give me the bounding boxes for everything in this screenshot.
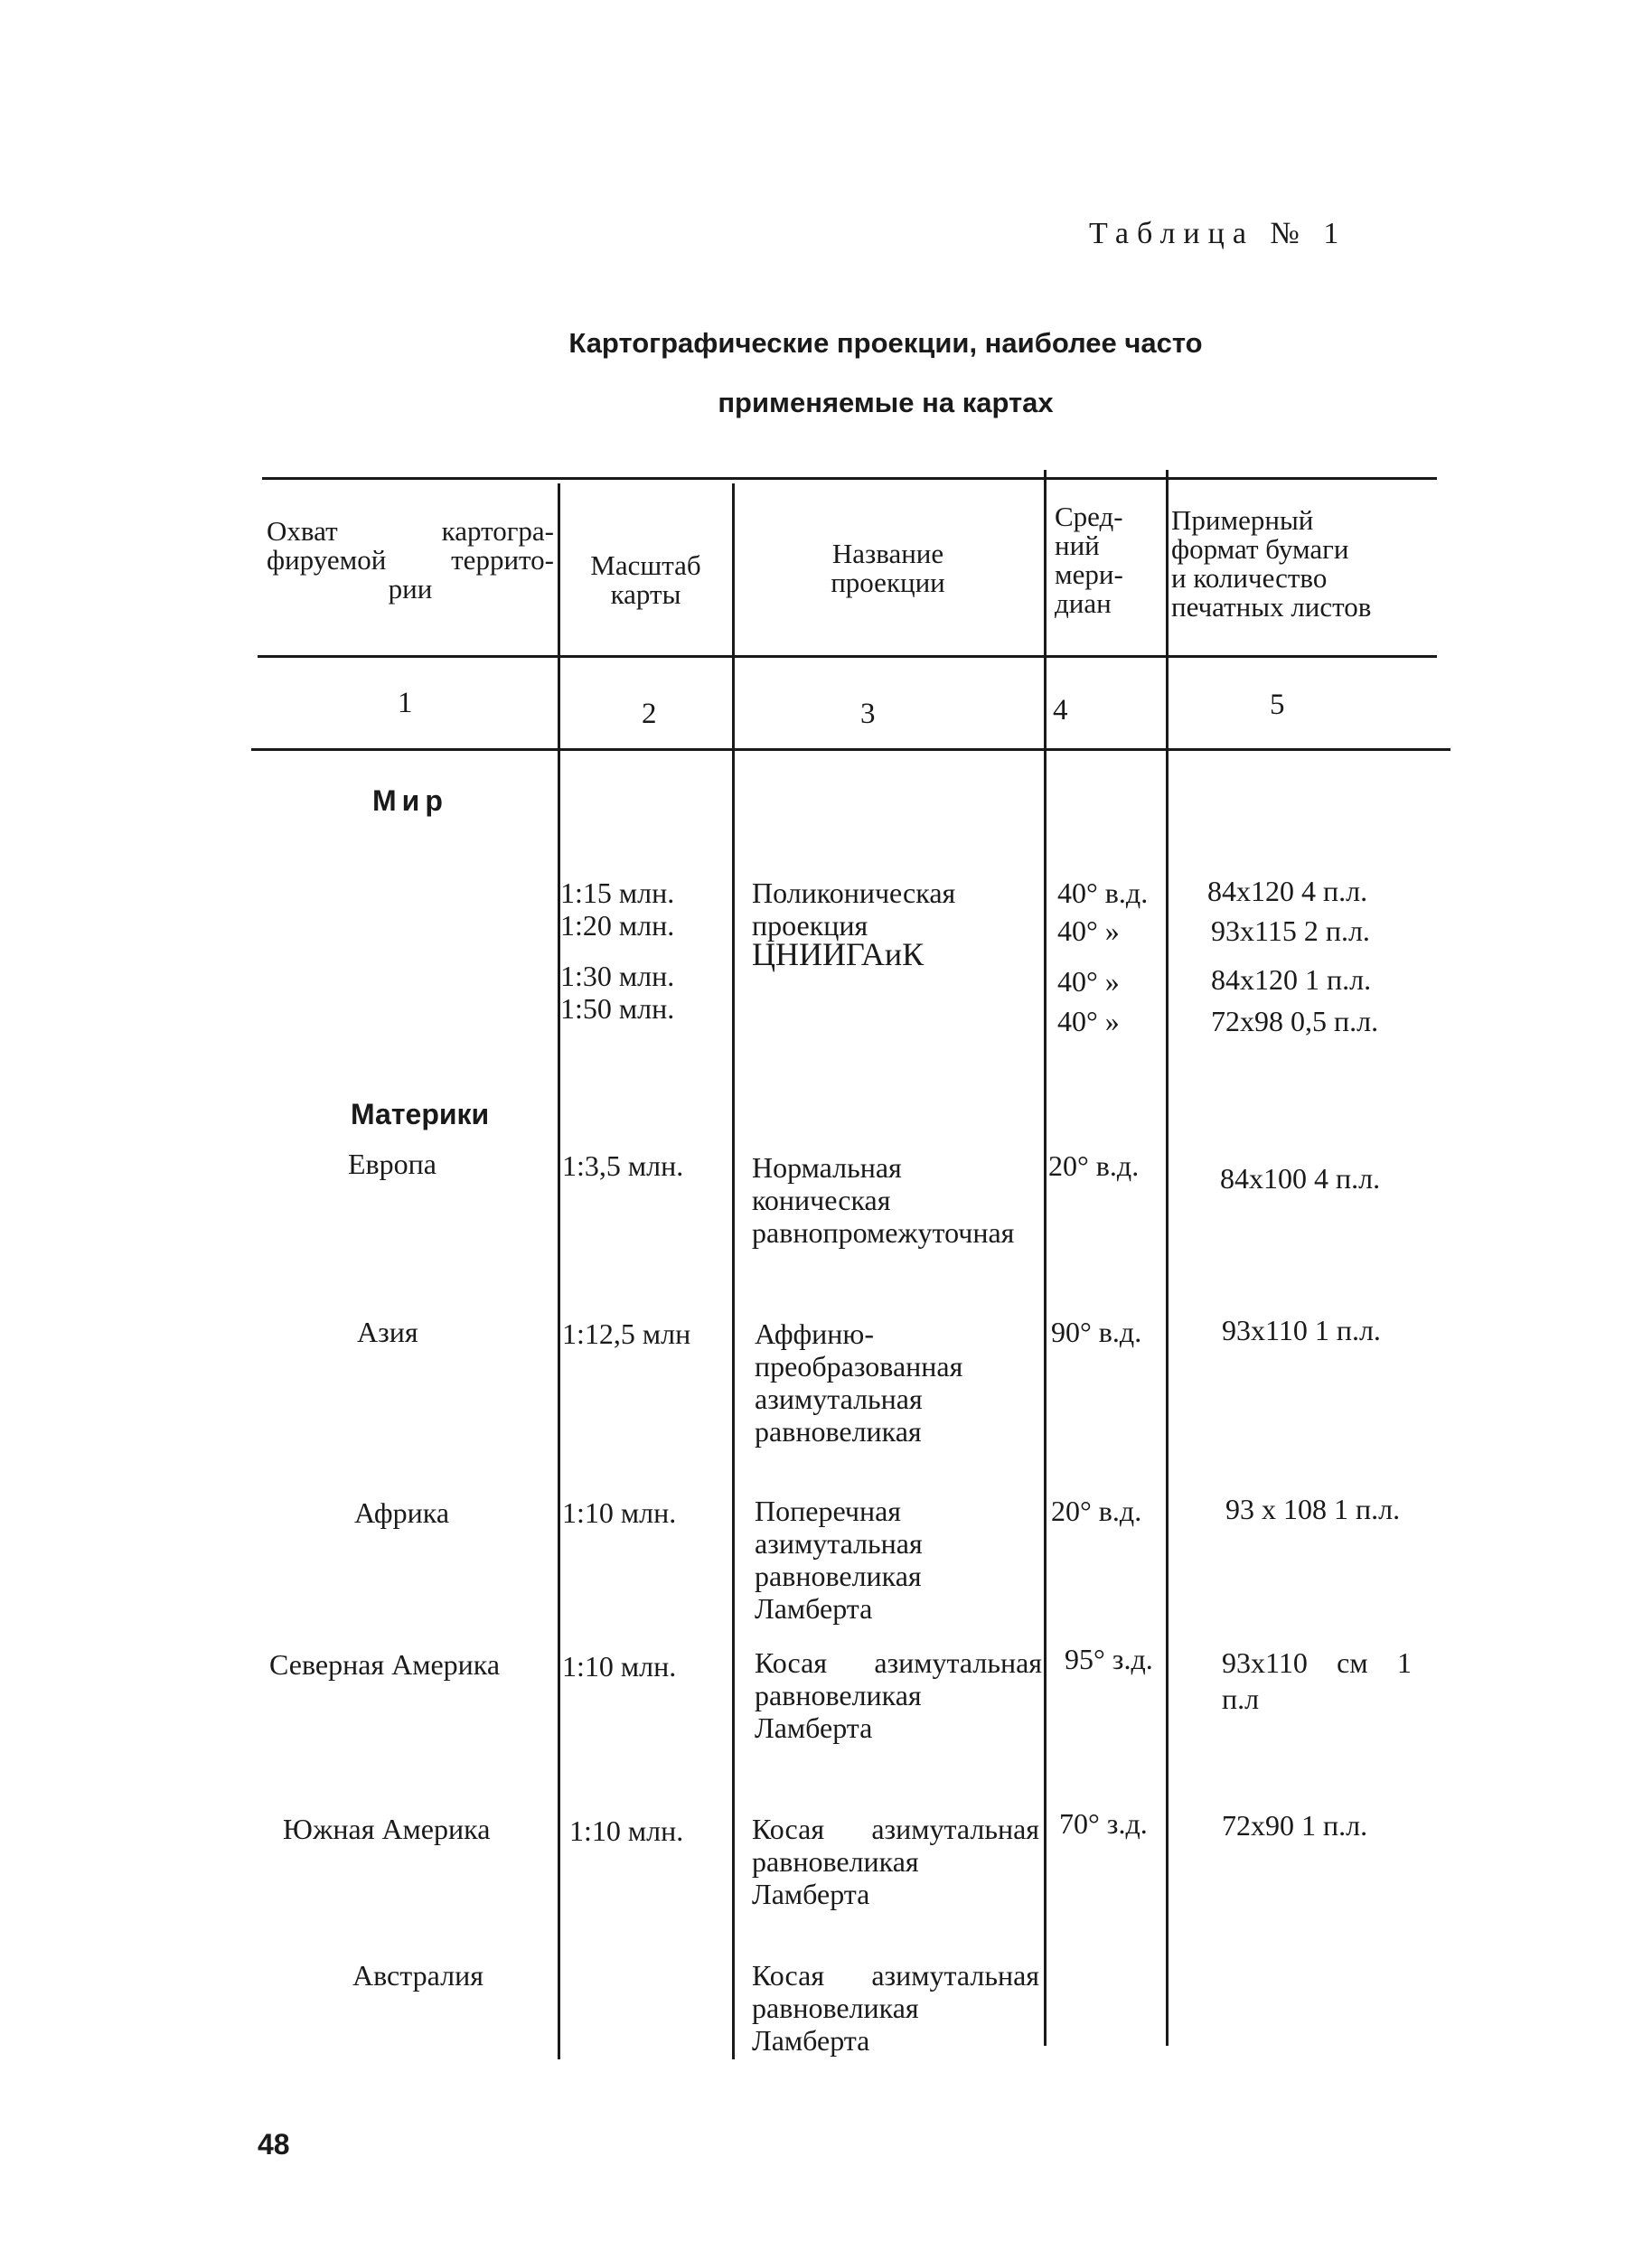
table-row-europe-scale: 1:3,5 млн. [562, 1149, 684, 1182]
world-projection-line-1: Поликоническая [752, 877, 956, 909]
header-meridian-line-2: ний [1055, 530, 1100, 561]
column-number-5: 5 [1270, 689, 1285, 721]
header-coverage [267, 517, 554, 604]
table-row-asia-scale: 1:12,5 млн [562, 1317, 691, 1350]
table-row-australia-projection: Косая азимутальная равновеликая Ламберта [752, 1959, 1039, 2057]
header-format-line-2: формат бумаги [1171, 533, 1349, 565]
header-coverage-line-2: фируемой террито- [267, 544, 554, 576]
header-bottom-rule [258, 655, 1437, 658]
table-row-south-america-projection: Косая азимутальная равновеликая Ламберта [752, 1813, 1039, 1910]
column-divider-4 [1166, 470, 1169, 2046]
world-format-4: 72x98 0,5 п.л. [1211, 1005, 1379, 1037]
header-projection-line-2: проекции [831, 567, 945, 598]
column-number-2: 2 [642, 698, 657, 730]
world-projection-line-3: ЦНИИГАиК [752, 936, 925, 972]
header-meridian [1055, 502, 1163, 618]
table-row-north-america-scale: 1:10 млн. [562, 1650, 677, 1683]
world-format-3: 84x120 1 п.л. [1211, 963, 1372, 996]
header-scale-line-2: карты [610, 578, 681, 610]
table-number: Таблица № 1 [1089, 217, 1347, 250]
table-row-africa-scale: 1:10 млн. [562, 1496, 677, 1529]
table-row-europe-region: Европа [348, 1148, 436, 1180]
column-number-4: 4 [1053, 694, 1068, 727]
table-row-africa-region: Африка [354, 1496, 450, 1529]
table-row-north-america-meridian: 95° з.д. [1065, 1643, 1153, 1675]
world-scale-2: 1:20 млн. [560, 909, 675, 942]
table-row-africa-format: 93 x 108 1 п.л. [1225, 1493, 1401, 1525]
header-scale-line-1: Масштаб [590, 549, 701, 581]
table-row-asia-meridian: 90° в.д. [1051, 1316, 1142, 1348]
header-meridian-line-3: мери- [1055, 558, 1123, 590]
header-projection-line-1: Название [831, 538, 944, 569]
column-divider-3 [1044, 470, 1047, 2046]
table-title-line-2: применяемые на картах [718, 387, 1054, 418]
table-row-asia-projection: Аффиню-преобразованная азимутальная равновеликая [755, 1317, 963, 1448]
header-coverage-line-1: Охват картогра- [267, 515, 554, 547]
world-scale-1: 1:15 млн. [560, 877, 675, 909]
world-format-1: 84x120 4 п.л. [1207, 875, 1368, 907]
header-scale [562, 551, 729, 609]
table-row-north-america-format: 93x110 см 1 п.л [1222, 1646, 1412, 1715]
table-row-europe-meridian: 20° в.д. [1048, 1149, 1140, 1182]
section-heading-continents: Материки [351, 1098, 490, 1130]
header-format [1171, 506, 1438, 622]
header-projection [737, 539, 1039, 597]
table-row-south-america-scale: 1:10 млн. [569, 1814, 684, 1847]
table-top-rule [262, 477, 1437, 480]
world-format-2: 93x115 2 п.л. [1211, 914, 1370, 947]
section-heading-world: Мир [372, 784, 448, 817]
column-number-1: 1 [398, 687, 413, 719]
header-coverage-line-3: рии [388, 573, 433, 605]
number-row-bottom-rule [251, 748, 1450, 751]
table-row-asia-format: 93x110 1 п.л. [1222, 1314, 1381, 1346]
table-row-south-america-meridian: 70° з.д. [1059, 1807, 1148, 1840]
world-scale-3: 1:30 млн. [560, 960, 675, 992]
table-row-north-america-region: Северная Америка [269, 1648, 501, 1681]
world-meridian-1: 40° в.д. [1057, 877, 1149, 909]
table-row-south-america-region: Южная Америка [283, 1813, 491, 1845]
table-row-europe-format: 84x100 4 п.л. [1220, 1162, 1381, 1195]
table-row-australia-region: Австралия [352, 1959, 483, 1992]
header-meridian-line-1: Сред- [1055, 501, 1123, 532]
header-format-line-3: и количество [1171, 562, 1328, 594]
world-projection-line-2: проекция [752, 909, 868, 942]
header-meridian-line-4: диан [1055, 587, 1112, 619]
table-row-africa-meridian: 20° в.д. [1051, 1495, 1142, 1527]
column-number-3: 3 [860, 698, 876, 730]
column-divider-1 [558, 483, 560, 2059]
world-meridian-3: 40° » [1057, 965, 1120, 998]
page-number: 48 [258, 2128, 290, 2161]
world-meridian-2: 40° » [1057, 914, 1120, 947]
header-format-line-1: Примерный [1171, 504, 1314, 536]
header-format-line-4: печатных листов [1171, 591, 1372, 623]
world-meridian-4: 40° » [1057, 1005, 1120, 1037]
world-scale-4: 1:50 млн. [560, 992, 675, 1025]
column-divider-2 [732, 483, 735, 2059]
table-title-line-1: Картографические проекции, наиболее часто [568, 327, 1203, 359]
table-row-south-america-format: 72x90 1 п.л. [1222, 1809, 1368, 1842]
table-row-europe-projection: Нормальная коническая равнопромежуточная [752, 1151, 1015, 1249]
table-row-north-america-projection: Косая азимутальная равновеликая Ламберта [755, 1646, 1042, 1744]
table-row-africa-projection: Поперечная азимутальная равновеликая Ламберта [755, 1495, 923, 1625]
table-row-asia-region: Азия [357, 1316, 418, 1348]
